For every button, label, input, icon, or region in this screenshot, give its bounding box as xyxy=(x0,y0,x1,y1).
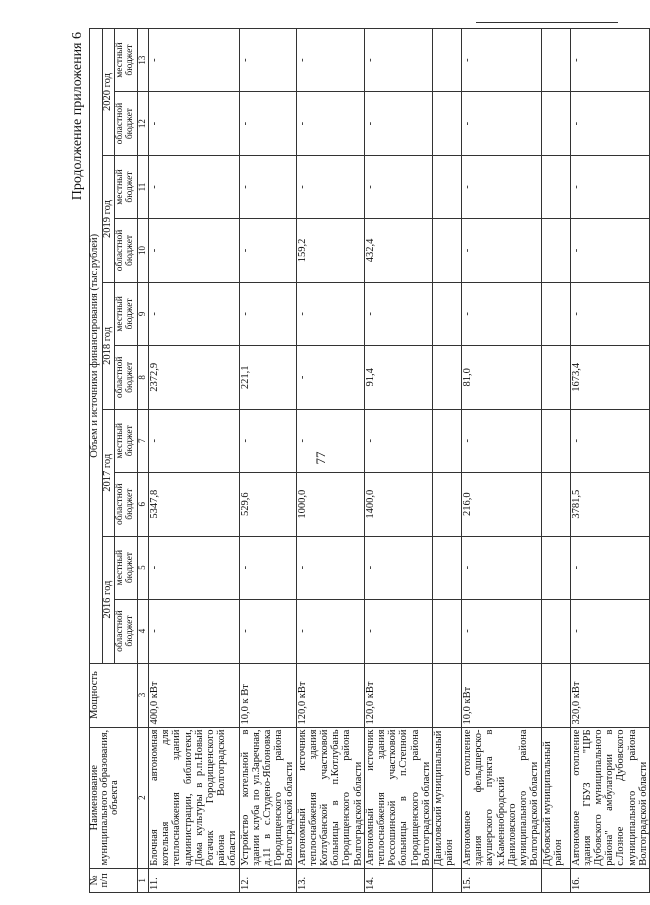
value-cell: 91,4 xyxy=(364,345,432,409)
empty-cell xyxy=(433,156,462,219)
value-cell: - xyxy=(296,29,364,92)
value-cell: - xyxy=(239,218,296,282)
table-body xyxy=(149,29,650,893)
value-cell: - xyxy=(149,409,240,472)
col-number: 10 xyxy=(138,218,149,282)
col-number: 9 xyxy=(138,282,149,345)
empty-cell xyxy=(433,282,462,345)
src-header: местный бюджет xyxy=(115,282,138,345)
value-cell: - xyxy=(239,29,296,92)
src-header: областной бюджет xyxy=(115,92,138,156)
value-cell: - xyxy=(149,92,240,156)
empty-cell xyxy=(433,663,462,727)
value-cell: - xyxy=(462,599,541,663)
col-power-header: Мощность xyxy=(90,663,138,727)
src-header: местный бюджет xyxy=(115,156,138,219)
table-row xyxy=(149,29,240,893)
empty-cell xyxy=(541,218,570,282)
power-cell: 10,0 кВт xyxy=(462,663,541,727)
src-header: областной бюджет xyxy=(115,472,138,536)
empty-cell xyxy=(541,156,570,219)
year-header: 2016 год xyxy=(103,536,115,663)
value-cell: - xyxy=(570,29,649,92)
value-cell: 81,0 xyxy=(462,345,541,409)
row-number: 13. xyxy=(296,868,364,892)
value-cell: 1000,0 xyxy=(296,472,364,536)
value-cell: - xyxy=(570,282,649,345)
value-cell: - xyxy=(239,409,296,472)
year-header: 2019 год xyxy=(103,156,115,283)
row-number: 14. xyxy=(364,868,432,892)
value-cell: - xyxy=(239,156,296,219)
col-number: 8 xyxy=(138,345,149,409)
value-cell: - xyxy=(364,92,432,156)
col-number: 5 xyxy=(138,536,149,599)
value-cell: - xyxy=(462,218,541,282)
power-cell: 400,0 кВт xyxy=(149,663,240,727)
object-name: Блочная автономная котельная для теплоснабжения зданий администрации, библиотеки, Дома культуры в р.п.Новый Рогачик Городищенского района Волгоградской области xyxy=(149,727,240,868)
object-name: Автономное отопление здания фельдшерско-акушерского пункта в х.Каменнобродский Даниловского муниципального района Волгоградской области xyxy=(462,727,541,868)
table-row xyxy=(296,29,364,893)
value-cell: 5347,8 xyxy=(149,472,240,536)
value-cell: - xyxy=(239,282,296,345)
empty-cell xyxy=(541,868,570,892)
value-cell: - xyxy=(149,156,240,219)
empty-cell xyxy=(541,663,570,727)
col-number: 6 xyxy=(138,472,149,536)
col-number: 12 xyxy=(138,92,149,156)
empty-cell xyxy=(433,472,462,536)
col-num-header: № п/п xyxy=(90,868,138,892)
empty-cell xyxy=(433,29,462,92)
value-cell: - xyxy=(149,599,240,663)
src-header: местный бюджет xyxy=(115,409,138,472)
value-cell: - xyxy=(296,536,364,599)
src-header: областной бюджет xyxy=(115,218,138,282)
value-cell: - xyxy=(462,156,541,219)
empty-cell xyxy=(541,29,570,92)
col-number: 2 xyxy=(138,727,149,868)
empty-cell xyxy=(541,472,570,536)
value-cell: 221,1 xyxy=(239,345,296,409)
object-name: Автономный источник теплоснабжения здания Россошинской участковой больницы в п.Степной Городищенского района Волгоградской области xyxy=(364,727,432,868)
col-number: 7 xyxy=(138,409,149,472)
value-cell: - xyxy=(570,92,649,156)
col-number: 4 xyxy=(138,599,149,663)
rotated-page xyxy=(70,28,649,893)
page-number: 77 xyxy=(313,451,328,465)
value-cell: - xyxy=(570,536,649,599)
power-cell: 10,0 к Вт xyxy=(239,663,296,727)
value-cell: - xyxy=(462,92,541,156)
empty-cell xyxy=(433,345,462,409)
value-cell: - xyxy=(149,29,240,92)
col-number: 13 xyxy=(138,29,149,92)
value-cell: - xyxy=(570,409,649,472)
value-cell: 216,0 xyxy=(462,472,541,536)
table-row xyxy=(570,29,649,893)
value-cell: - xyxy=(239,536,296,599)
value-cell: - xyxy=(149,536,240,599)
value-cell: - xyxy=(296,156,364,219)
continuation-note: Продолжение приложения 6 xyxy=(70,32,85,201)
value-cell: 2372,9 xyxy=(149,345,240,409)
value-cell: 159,2 xyxy=(296,218,364,282)
value-cell: - xyxy=(239,92,296,156)
col-number: 11 xyxy=(138,156,149,219)
row-number: 16. xyxy=(570,868,649,892)
value-cell: - xyxy=(296,409,364,472)
power-cell: 120,0 кВт xyxy=(364,663,432,727)
value-cell: - xyxy=(462,282,541,345)
col-name-header: Наименование муниципального образования, объекта xyxy=(90,727,138,868)
object-name: Автономное отопление здания ГБУЗ "ЦРБ Дубовского муниципального района" амбулатории в с.Лозное Дубовского муниципального района Волгоградской области xyxy=(570,727,649,868)
src-header: областной бюджет xyxy=(115,599,138,663)
object-name: Автономный источник теплоснабжения здания Котлубанской участковой больницы в п.Котлубань Городищенского района Волгоградской области xyxy=(296,727,364,868)
value-cell: - xyxy=(570,156,649,219)
value-cell: - xyxy=(462,536,541,599)
section-title: Дубовский муниципальный район xyxy=(541,727,570,868)
value-cell: - xyxy=(462,29,541,92)
value-cell: - xyxy=(239,599,296,663)
financing-header: Объем и источники финансирования (тыс.рублей) xyxy=(90,29,103,664)
src-header: местный бюджет xyxy=(115,536,138,599)
row-number: 12. xyxy=(239,868,296,892)
year-header: 2020 год xyxy=(103,29,115,156)
value-cell: - xyxy=(296,282,364,345)
value-cell: 432,4 xyxy=(364,218,432,282)
object-name: Устройство котельной в здании клуба по ул.Заречная, д.11 в с.Студено-Яблоновка Городищенского района Волгоградской области xyxy=(239,727,296,868)
power-cell: 320,0 кВт xyxy=(570,663,649,727)
top-rule xyxy=(476,22,618,23)
empty-cell xyxy=(433,92,462,156)
empty-cell xyxy=(541,536,570,599)
col-number: 3 xyxy=(138,663,149,727)
value-cell: - xyxy=(462,409,541,472)
value-cell: - xyxy=(364,599,432,663)
src-header: областной бюджет xyxy=(115,345,138,409)
empty-cell xyxy=(541,92,570,156)
power-cell: 120,0 кВт xyxy=(296,663,364,727)
empty-cell xyxy=(433,536,462,599)
value-cell: - xyxy=(149,282,240,345)
table-row xyxy=(239,29,296,893)
empty-cell xyxy=(541,409,570,472)
empty-cell xyxy=(433,218,462,282)
value-cell: 1400,0 xyxy=(364,472,432,536)
table-row xyxy=(364,29,432,893)
year-header: 2017 год xyxy=(103,409,115,536)
value-cell: - xyxy=(364,282,432,345)
value-cell: - xyxy=(364,409,432,472)
row-number: 15. xyxy=(462,868,541,892)
financing-table xyxy=(89,28,650,893)
empty-cell xyxy=(433,868,462,892)
empty-cell xyxy=(541,345,570,409)
empty-cell xyxy=(541,599,570,663)
value-cell: - xyxy=(364,29,432,92)
table-row xyxy=(462,29,541,893)
src-header: местный бюджет xyxy=(115,29,138,92)
rotated-content xyxy=(70,28,649,893)
value-cell: - xyxy=(296,92,364,156)
year-header: 2018 год xyxy=(103,282,115,409)
section-row xyxy=(541,29,570,893)
value-cell: - xyxy=(296,345,364,409)
empty-cell xyxy=(541,282,570,345)
value-cell: 3781,5 xyxy=(570,472,649,536)
value-cell: - xyxy=(364,536,432,599)
row-number: 11. xyxy=(149,868,240,892)
empty-cell xyxy=(433,599,462,663)
value-cell: 529,6 xyxy=(239,472,296,536)
value-cell: - xyxy=(296,599,364,663)
value-cell: - xyxy=(570,599,649,663)
empty-cell xyxy=(433,409,462,472)
value-cell: - xyxy=(149,218,240,282)
value-cell: - xyxy=(364,156,432,219)
value-cell: - xyxy=(570,218,649,282)
section-row xyxy=(433,29,462,893)
col-number: 1 xyxy=(138,868,149,892)
value-cell: 1673,4 xyxy=(570,345,649,409)
section-title: Даниловский муниципальный район xyxy=(433,727,462,868)
